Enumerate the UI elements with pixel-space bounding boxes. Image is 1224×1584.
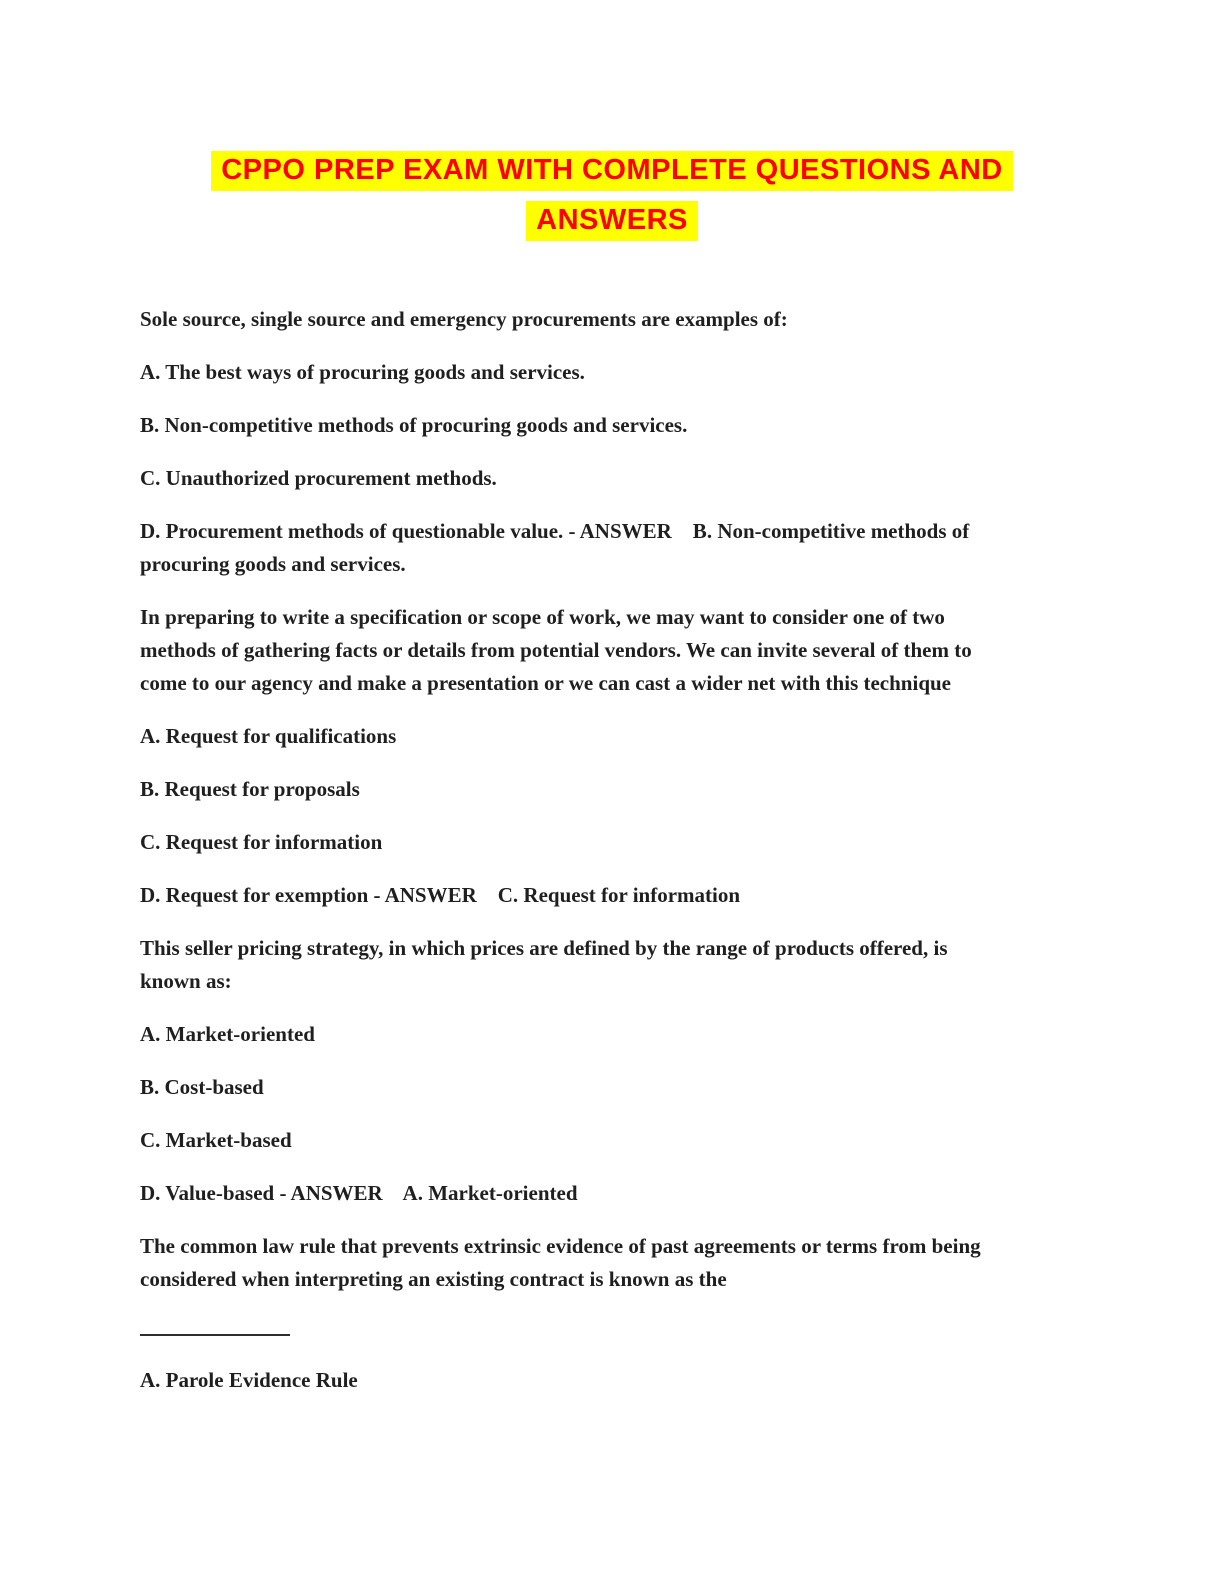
question-4-option-a: A. Parole Evidence Rule — [140, 1368, 358, 1392]
question-3-option-a: A. Market-oriented — [140, 1022, 315, 1046]
title-line-2: ANSWERS — [526, 201, 698, 241]
document-title — [0, 145, 1224, 245]
fill-in-blank-line — [140, 1316, 290, 1336]
question-1-option-d-with-answer: D. Procurement methods of questionable value. - ANSWER B. Non-competitive methods of procuring goods and services. — [140, 519, 975, 576]
question-2-option-d-with-answer: D. Request for exemption - ANSWER C. Request for information — [140, 883, 741, 907]
question-1-option-a: A. The best ways of procuring goods and services. — [140, 360, 585, 384]
question-4-prompt: The common law rule that prevents extrinsic evidence of past agreements or terms from being considered when interpreting an existing contract is known as the — [140, 1234, 986, 1291]
question-2-option-a: A. Request for qualifications — [140, 724, 397, 748]
question-2-option-b: B. Request for proposals — [140, 777, 360, 801]
question-3-option-d-with-answer: D. Value-based - ANSWER A. Market-oriented — [140, 1181, 578, 1205]
question-1-option-c: C. Unauthorized procurement methods. — [140, 466, 497, 490]
question-2-option-c: C. Request for information — [140, 830, 383, 854]
title-line-1: CPPO PREP EXAM WITH COMPLETE QUESTIONS AND — [211, 151, 1013, 191]
question-1-option-b: B. Non-competitive methods of procuring goods and services. — [140, 413, 688, 437]
question-1-prompt: Sole source, single source and emergency procurements are examples of: — [140, 307, 788, 331]
question-3-option-b: B. Cost-based — [140, 1075, 264, 1099]
question-3-prompt: This seller pricing strategy, in which prices are defined by the range of products offered, is known as: — [140, 936, 953, 993]
document-body — [0, 245, 1010, 1397]
question-2-prompt: In preparing to write a specification or scope of work, we may want to consider one of two methods of gathering facts or details from potential vendors. We can invite several of them to come to our agency and make a presentation or we can cast a wider net with this technique — [140, 605, 977, 695]
question-3-option-c: C. Market-based — [140, 1128, 292, 1152]
